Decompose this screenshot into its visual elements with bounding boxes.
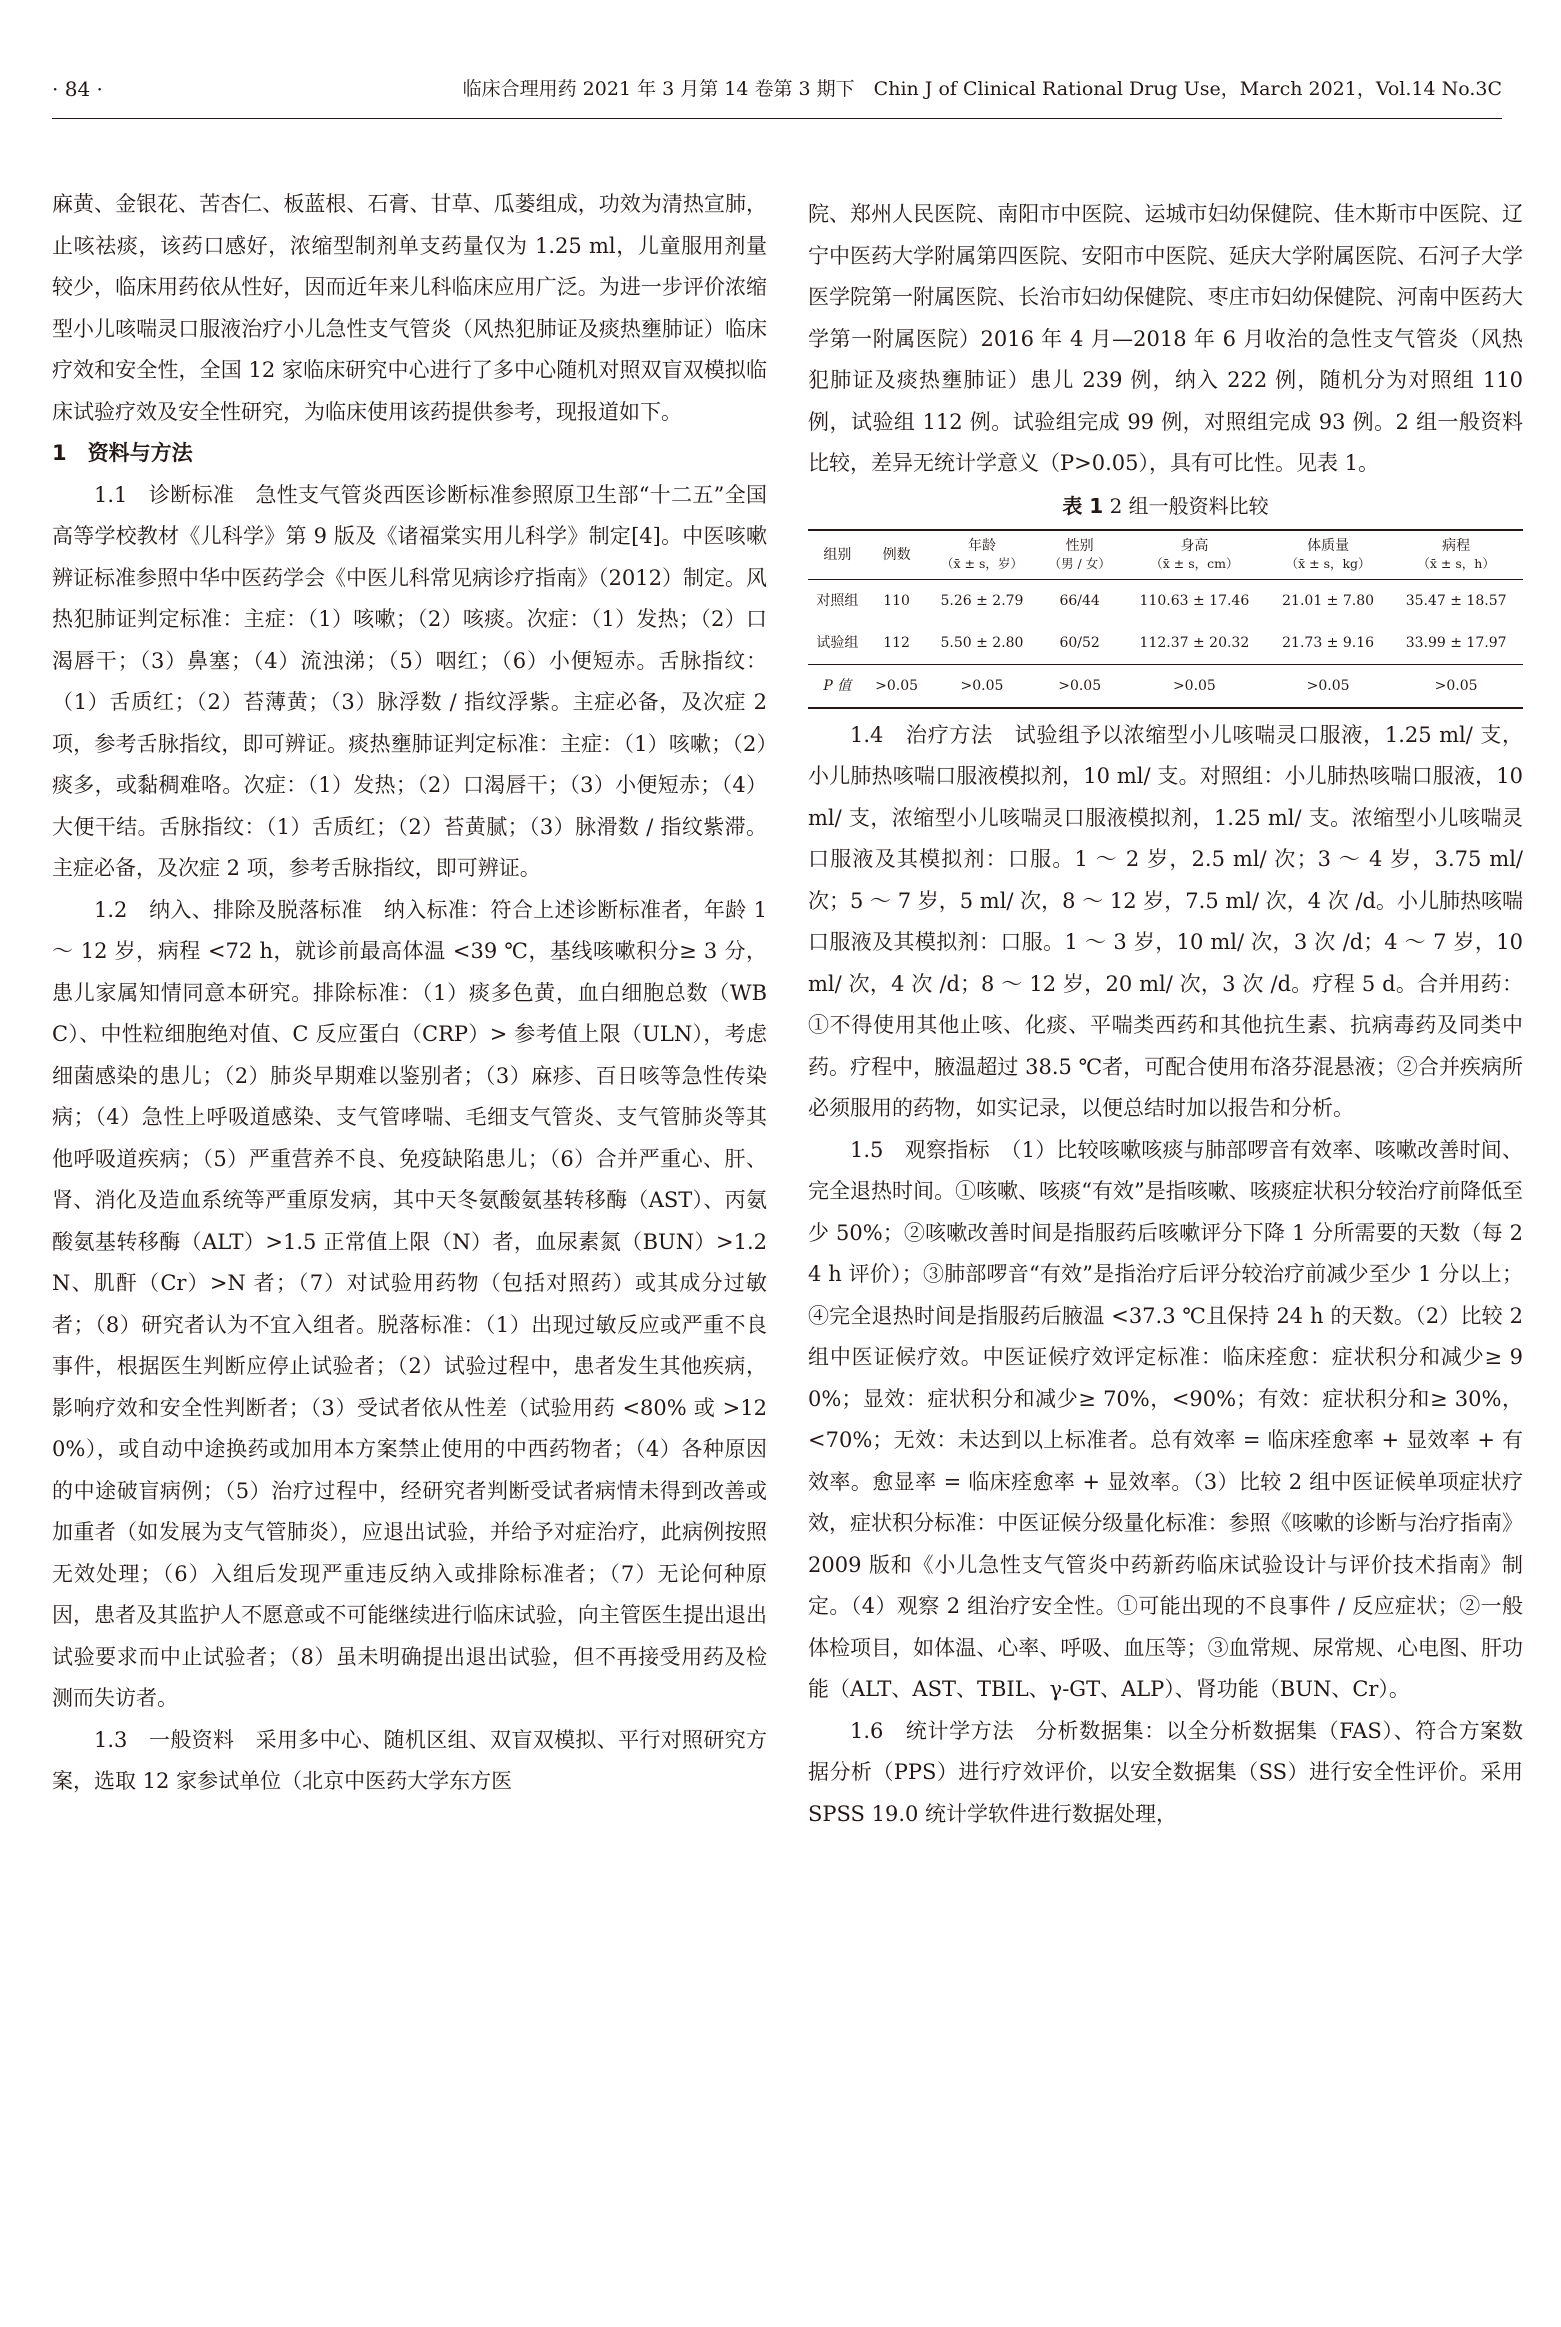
table-header-cell: 病程 （x̄ ± s，h） [1417, 537, 1495, 571]
table-caption [808, 487, 1523, 525]
table-cell: P 值 [808, 664, 867, 708]
table-cell: 21.73 ± 9.16 [1282, 634, 1375, 651]
intro-paragraph: 麻黄、金银花、苦杏仁、板蓝根、石膏、甘草、瓜蒌组成，功效为清热宣肺，止咳祛痰，该药口感好，浓缩型制剂单支药量仅为 1.25 ml，儿童服用剂量较少，临床用药依从性好，因而近年来儿科临床应用广泛。为进一步评价浓缩型小儿咳喘灵口服液治疗小儿急性支气管炎（风热犯肺证及痰热壅肺证）临床疗效和安全性，全国 12 家临床研究中心进行了多中心随机对照双盲双模拟临床试验疗效及安全性研究，为临床使用该药提供参考，现报道如下。 [52, 192, 767, 424]
table-cell: >0.05 [1037, 664, 1121, 708]
section-heading: 1 资料与方法 [52, 441, 193, 465]
table-header-cell: 体质量 （x̄ ± s，kg） [1285, 537, 1371, 571]
table-cell: 112 [883, 634, 910, 651]
table-cell: 试验组 [816, 634, 859, 651]
page-header [52, 72, 1502, 110]
table-cell: 35.47 ± 18.57 [1405, 592, 1507, 609]
page-number: · 84 · [52, 77, 103, 101]
table-cell: 110 [883, 592, 910, 609]
table-cell: 66/44 [1059, 592, 1100, 609]
table-cell: 60/52 [1059, 634, 1100, 651]
table-header-cell: 身高 （x̄ ± s，cm） [1150, 537, 1239, 571]
table-cell: 21.01 ± 7.80 [1282, 592, 1375, 609]
table-row [808, 622, 1523, 665]
paragraph-1-1: 1.1 诊断标准 急性支气管炎西医诊断标准参照原卫生部“十二五”全国高等学校教材《儿科学》第 9 版及《诸福棠实用儿科学》制定[4]。中医咳嗽辨证标准参照中华中医药学会《中医儿科常见病诊疗指南》（2012）制定。风热犯肺证判定标准：主症：（1）咳嗽；（2）咳痰。次症：（1）发热；（2）口渴唇干；（3）鼻塞；（4）流浊涕；（5）咽红；（6）小便短赤。舌脉指纹：（1）舌质红；（2）苔薄黄；（3）脉浮数 / 指纹浮紫。主症必备，及次症 2 项，参考舌脉指纹，即可辨证。痰热壅肺证判定标准：主症：（1）咳嗽；（2）痰多，或黏稠难咯。次症：（1）发热；（2）口渴唇干；（3）小便短赤；（4）大便干结。舌脉指纹：（1）舌质红；（2）苔黄腻；（3）脉滑数 / 指纹紫滞。主症必备，及次症 2 项，参考舌脉指纹，即可辨证。 [52, 482, 767, 880]
paragraph-1-3-continued: 院、郑州人民医院、南阳市中医院、运城市妇幼保健院、佳木斯市中医院、辽宁中医药大学附属第四医院、安阳市中医院、延庆大学附属医院、石河子大学医学院第一附属医院、长治市妇幼保健院、枣庄市妇幼保健院、河南中医药大学第一附属医院）2016 年 4 月—2018 年 6 月收治的急性支气管炎（风热犯肺证及痰热壅肺证）患儿 239 例，纳入 222 例，随机分为对照组 110 例，试验组 112 例。试验组完成 99 例，对照组完成 93 例。2 组一般资料比较，差异无统计学意义（P>0.05），具有可比性。见表 1。 [808, 202, 1523, 475]
table-cell: >0.05 [1389, 664, 1523, 708]
paragraph-1-6: 1.6 统计学方法 分析数据集：以全分析数据集（FAS）、符合方案数据分析（PPS）进行疗效评价，以安全数据集（SS）进行安全性评价。采用 SPSS 19.0 统计学软件进行数据处理， [808, 1718, 1523, 1826]
table-number: 表 1 [1062, 493, 1104, 518]
table-cell: 5.50 ± 2.80 [940, 634, 1024, 651]
paragraph-1-2: 1.2 纳入、排除及脱落标准 纳入标准：符合上述诊断标准者，年龄 1 ～ 12 岁，病程 <72 h，就诊前最高体温 <39 ℃，基线咳嗽积分≥ 3 分，患儿家属知情同意本研究。排除标准：（1）痰多色黄，血白细胞总数（WBC）、中性粒细胞绝对值、C 反应蛋白（CRP）> 参考值上限（ULN），考虑细菌感染的患儿；（2）肺炎早期难以鉴别者；（3）麻疹、百日咳等急性传染病；（4）急性上呼吸道感染、支气管哮喘、毛细支气管炎、支气管肺炎等其他呼吸道疾病；（5）严重营养不良、免疫缺陷患儿；（6）合并严重心、肝、肾、消化及造血系统等严重原发病，其中天冬氨酸氨基转移酶（AST）、丙氨酸氨基转移酶（ALT）>1.5 正常值上限（N）者，血尿素氮（BUN）>1.2 N、肌酐（Cr）>N 者；（7）对试验用药物（包括对照药）或其成分过敏者；（8）研究者认为不宜入组者。脱落标准：（1）出现过敏反应或严重不良事件，根据医生判断应停止试验者；（2）试验过程中，患者发生其他疾病，影响疗效和安全性判断者；（3）受试者依从性差（试验用药 <80% 或 >120%），或自动中途换药或加用本方案禁止使用的中西药物者；（4）各种原因的中途破盲病例；（5）治疗过程中，经研究者判断受试者病情未得到改善或加重者（如发展为支气管肺炎），应退出试验，并给予对症治疗，此病例按照无效处理；（6）入组后发现严重违反纳入或排除标准者；（7）无论何种原因，患者及其监护人不愿意或不可能继续进行临床试验，向主管医生提出退出试验要求而中止试验者；（8）虽未明确提出退出试验，但不再接受用药及检测而失访者。 [52, 897, 767, 1710]
table-cell: 33.99 ± 17.97 [1405, 634, 1507, 651]
table-header-cell: 组别 [823, 546, 852, 563]
table-header-cell: 例数 [882, 546, 911, 563]
table-cell: 对照组 [816, 592, 859, 609]
table-row-p-value [808, 664, 1523, 708]
paragraph-1-5: 1.5 观察指标 （1）比较咳嗽咳痰与肺部啰音有效率、咳嗽改善时间、完全退热时间。①咳嗽、咳痰“有效”是指咳嗽、咳痰症状积分较治疗前降低至少 50%；②咳嗽改善时间是指服药后咳嗽评分下降 1 分所需要的天数（每 24 h 评价）；③肺部啰音“有效”是指治疗后评分较治疗前减少至少 1 分以上；④完全退热时间是指服药后腋温 <37.3 ℃且保持 24 h 的天数。（2）比较 2 组中医证候疗效。中医证候疗效评定标准：临床痊愈：症状积分和减少≥ 90%；显效：症状积分和减少≥ 70%，<90%；有效：症状积分和≥ 30%，<70%；无效：未达到以上标准者。总有效率 = 临床痊愈率 + 显效率 + 有效率。愈显率 = 临床痊愈率 + 显效率。（3）比较 2 组中医证候单项症状疗效，症状积分标准：中医证候分级量化标准：参照《咳嗽的诊断与治疗指南》2009 版和《小儿急性支气管炎中药新药临床试验设计与评价技术指南》制定。（4）观察 2 组治疗安全性。①可能出现的不良事件 / 反应症状；②一般体检项目，如体温、心率、呼吸、血压等；③血常规、尿常规、心电图、肝功能（ALT、AST、TBIL、γ-GT、ALP）、肾功能（BUN、Cr）。 [808, 1137, 1523, 1701]
table-header-row [808, 530, 1523, 580]
table-cell: >0.05 [1122, 664, 1267, 708]
table-cell: >0.05 [927, 664, 1038, 708]
table-cell: >0.05 [867, 664, 927, 708]
table-header-cell: 年龄 （x̄ ± s，岁） [941, 537, 1023, 571]
paragraph-1-4: 1.4 治疗方法 试验组予以浓缩型小儿咳喘灵口服液，1.25 ml/ 支，小儿肺热咳喘口服液模拟剂，10 ml/ 支。对照组：小儿肺热咳喘口服液，10 ml/ 支，浓缩型小儿咳喘灵口服液模拟剂，1.25 ml/ 支。浓缩型小儿咳喘灵口服液及其模拟剂：口服。1 ～ 2 岁，2.5 ml/ 次；3 ～ 4 岁，3.75 ml/ 次；5 ～ 7 岁，5 ml/ 次，8 ～ 12 岁，7.5 ml/ 次，4 次 /d。小儿肺热咳喘口服液及其模拟剂：口服。1 ～ 3 岁，10 ml/ 次，3 次 /d；4 ～ 7 岁，10 ml/ 次，4 次 /d；8 ～ 12 岁，20 ml/ 次，3 次 /d。疗程 5 d。合并用药：①不得使用其他止咳、化痰、平喘类西药和其他抗生素、抗病毒药及同类中药。疗程中，腋温超过 38.5 ℃者，可配合使用布洛芬混悬液；②合并疾病所必须服用的药物，如实记录，以便总结时加以报告和分析。 [808, 722, 1523, 1120]
paragraph-1-3-start: 1.3 一般资料 采用多中心、随机区组、双盲双模拟、平行对照研究方案，选取 12 家参试单位（北京中医药大学东方医 [52, 1727, 767, 1793]
table-cell: 112.37 ± 20.32 [1139, 634, 1250, 651]
right-column [808, 194, 1523, 1835]
header-rule [52, 118, 1502, 119]
running-title: 临床合理用药 2021 年 3 月第 14 卷第 3 期下 Chin J of Clinical Rational Drug Use，March 2021，Vol.14 No.3C [462, 78, 1502, 100]
demographics-table [808, 529, 1523, 709]
table-header-cell: 性别 （男 / 女） [1048, 537, 1111, 571]
table-cell: >0.05 [1267, 664, 1389, 708]
table-cell: 110.63 ± 17.46 [1139, 592, 1250, 609]
table-cell: 5.26 ± 2.79 [940, 592, 1024, 609]
table-row [808, 579, 1523, 622]
left-column [52, 184, 767, 1803]
table-title: 2 组一般资料比较 [1109, 493, 1269, 518]
